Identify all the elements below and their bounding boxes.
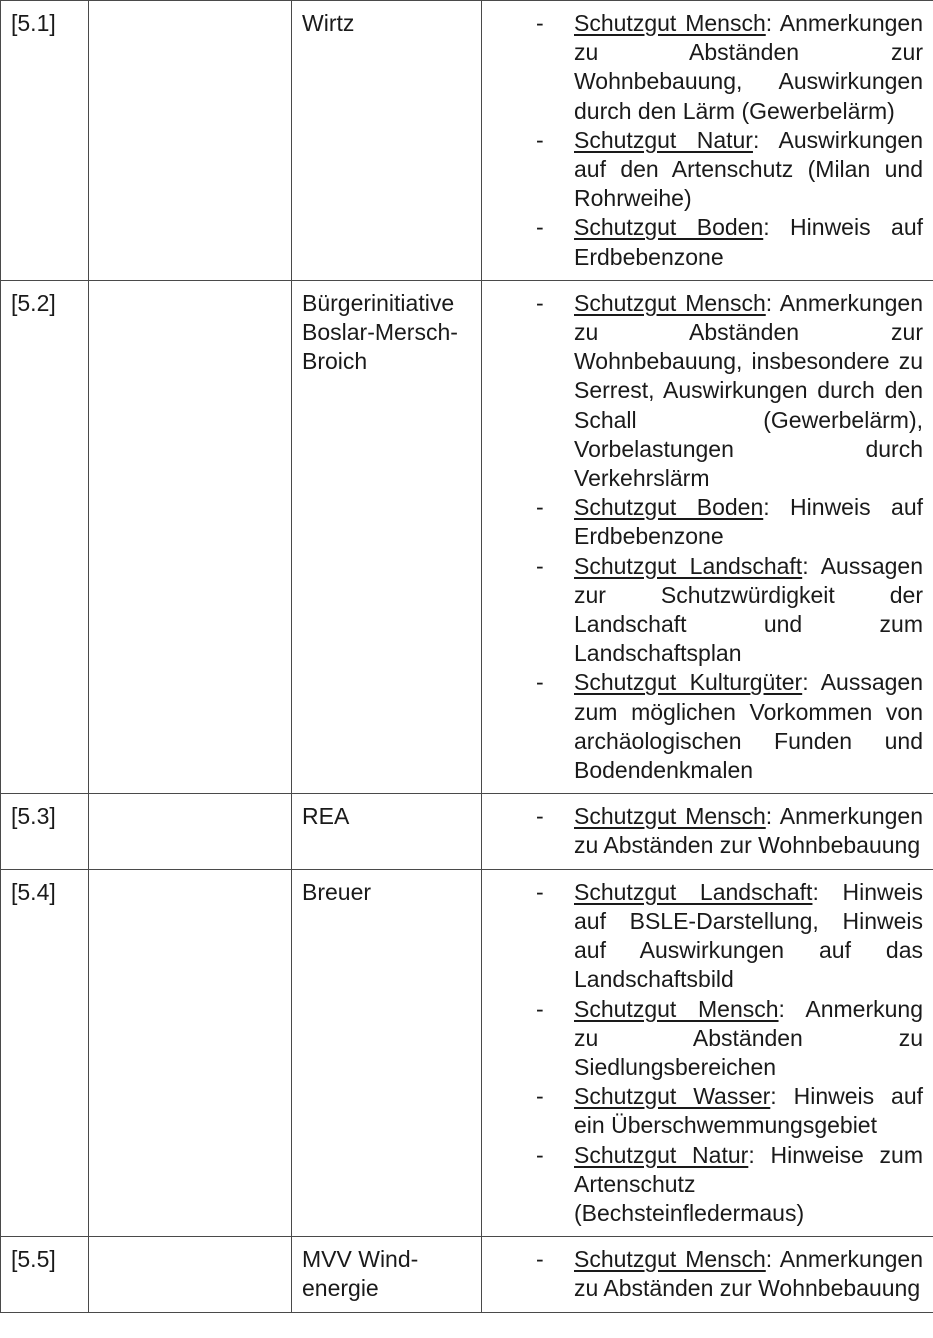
empty-cell xyxy=(89,280,292,793)
protected-asset-label: Schutzgut Kulturgüter xyxy=(574,669,803,696)
remark-text: : Hinweis auf Erdbebenzone xyxy=(574,214,923,270)
remarks-cell xyxy=(482,869,933,1236)
empty-cell xyxy=(89,1237,292,1312)
remark-text: : Hinweise zum Artenschutz (Bechsteinfledermaus) xyxy=(574,1141,924,1226)
remarks-list xyxy=(492,1245,923,1303)
dash-bullet: - xyxy=(536,995,544,1022)
remarks-list xyxy=(492,9,923,272)
dash-bullet: - xyxy=(536,10,544,36)
remark-item xyxy=(492,213,923,271)
remark-item xyxy=(492,878,923,995)
remark-item xyxy=(492,1245,923,1303)
remark-item xyxy=(492,552,923,669)
remark-item xyxy=(492,1082,923,1140)
protected-asset-label: Schutzgut Mensch xyxy=(574,803,766,830)
statements-table-body xyxy=(1,1,933,1313)
submitter-name-line: Bürgerinitiative xyxy=(302,289,455,316)
remark-text: : Anmerkung zu Abständen zu Siedlungsbereichen xyxy=(574,995,923,1080)
dash-bullet: - xyxy=(536,494,544,521)
empty-cell xyxy=(89,794,292,869)
submitter-name xyxy=(292,1237,482,1312)
empty-cell xyxy=(89,1,292,281)
submitter-name-line: Broich xyxy=(302,348,368,375)
dash-bullet: - xyxy=(536,669,544,696)
remarks-cell xyxy=(482,1,933,281)
remark-text: : Auswirkungen auf den Artenschutz (Milan und Rohrweihe) xyxy=(574,126,923,212)
remark-text: : Hinweis auf ein Überschwemmungsgebiet xyxy=(574,1083,923,1139)
remark-item xyxy=(492,668,923,785)
dash-bullet: - xyxy=(536,803,544,830)
dash-bullet: - xyxy=(536,1083,544,1110)
submitter-name-line: Boslar-Mersch- xyxy=(302,319,458,346)
dash-bullet: - xyxy=(536,1141,544,1168)
table-row xyxy=(1,1,933,281)
protected-asset-label: Schutzgut Boden xyxy=(574,214,764,241)
empty-cell xyxy=(89,869,292,1236)
table-row xyxy=(1,869,933,1236)
remark-item xyxy=(492,802,923,860)
table-row xyxy=(1,280,933,793)
remarks-cell xyxy=(482,794,933,869)
remark-item xyxy=(492,9,923,126)
submitter-name xyxy=(292,869,482,1236)
dash-bullet: - xyxy=(536,1246,544,1273)
row-number: [5.2] xyxy=(1,280,89,793)
protected-asset-label: Schutzgut Landschaft xyxy=(574,552,803,579)
protected-asset-label: Schutzgut Mensch xyxy=(574,289,766,316)
remark-item xyxy=(492,493,923,551)
submitter-name-line: REA xyxy=(302,803,350,830)
remark-item xyxy=(492,995,923,1083)
remark-text: : Hinweis auf Erdbebenzone xyxy=(574,494,923,550)
remark-item xyxy=(492,289,923,493)
protected-asset-label: Schutzgut Natur xyxy=(574,126,753,153)
remarks-cell xyxy=(482,280,933,793)
protected-asset-label: Schutzgut Wasser xyxy=(574,1083,771,1110)
protected-asset-label: Schutzgut Natur xyxy=(574,1141,749,1168)
dash-bullet: - xyxy=(536,214,544,241)
submitter-name xyxy=(292,794,482,869)
remark-text: : Anmerkungen zu Abständen zur Wohnbebauung xyxy=(574,803,923,859)
submitter-name-line: energie xyxy=(302,1275,379,1302)
dash-bullet: - xyxy=(536,289,544,316)
protected-asset-label: Schutzgut Mensch xyxy=(574,995,779,1022)
dash-bullet: - xyxy=(536,552,544,579)
protected-asset-label: Schutzgut Boden xyxy=(574,494,764,521)
remarks-list xyxy=(492,289,923,785)
protected-asset-label: Schutzgut Landschaft xyxy=(574,878,813,905)
remark-text: : Anmerkungen zu Abständen zur Wohnbebauung, Auswirkungen durch den Lärm (Gewerbelärm) xyxy=(574,10,923,124)
table-row xyxy=(1,1237,933,1312)
submitter-name-line: Wirtz xyxy=(302,10,355,36)
table-row xyxy=(1,794,933,869)
row-number: [5.5] xyxy=(1,1237,89,1312)
protected-asset-label: Schutzgut Mensch xyxy=(574,1246,766,1273)
row-number: [5.3] xyxy=(1,794,89,869)
submitter-name-line: Breuer xyxy=(302,878,372,905)
submitter-name xyxy=(292,280,482,793)
remark-text: : Anmerkungen zu Abständen zur Wohnbebauung xyxy=(574,1246,923,1302)
remark-text: : Aussagen zum möglichen Vorkommen von archäologischen Funden und Bodendenkmalen xyxy=(574,669,923,784)
dash-bullet: - xyxy=(536,126,544,153)
submitter-name-line: MVV Wind- xyxy=(302,1246,419,1273)
protected-asset-label: Schutzgut Mensch xyxy=(574,10,766,36)
remark-text: : Anmerkungen zu Abständen zur Wohnbebauung, insbesondere zu Serrest, Auswirkungen durch den Schall (Gewerbelärm), Vorbelastungen durch Verkehrslärm xyxy=(574,289,923,492)
dash-bullet: - xyxy=(536,878,544,905)
remarks-list xyxy=(492,802,923,860)
row-number: [5.4] xyxy=(1,869,89,1236)
remarks-list xyxy=(492,878,923,1228)
remarks-cell xyxy=(482,1237,933,1312)
remark-item xyxy=(492,1141,923,1229)
submitter-name xyxy=(292,1,482,281)
remark-item xyxy=(492,126,923,214)
remark-text: : Aussagen zur Schutzwürdigkeit der Landschaft und zum Landschaftsplan xyxy=(574,552,923,667)
row-number: [5.1] xyxy=(1,1,89,281)
remark-text: : Hinweis auf BSLE-Darstellung, Hinweis auf Auswirkungen auf das Landschaftsbild xyxy=(574,878,923,993)
